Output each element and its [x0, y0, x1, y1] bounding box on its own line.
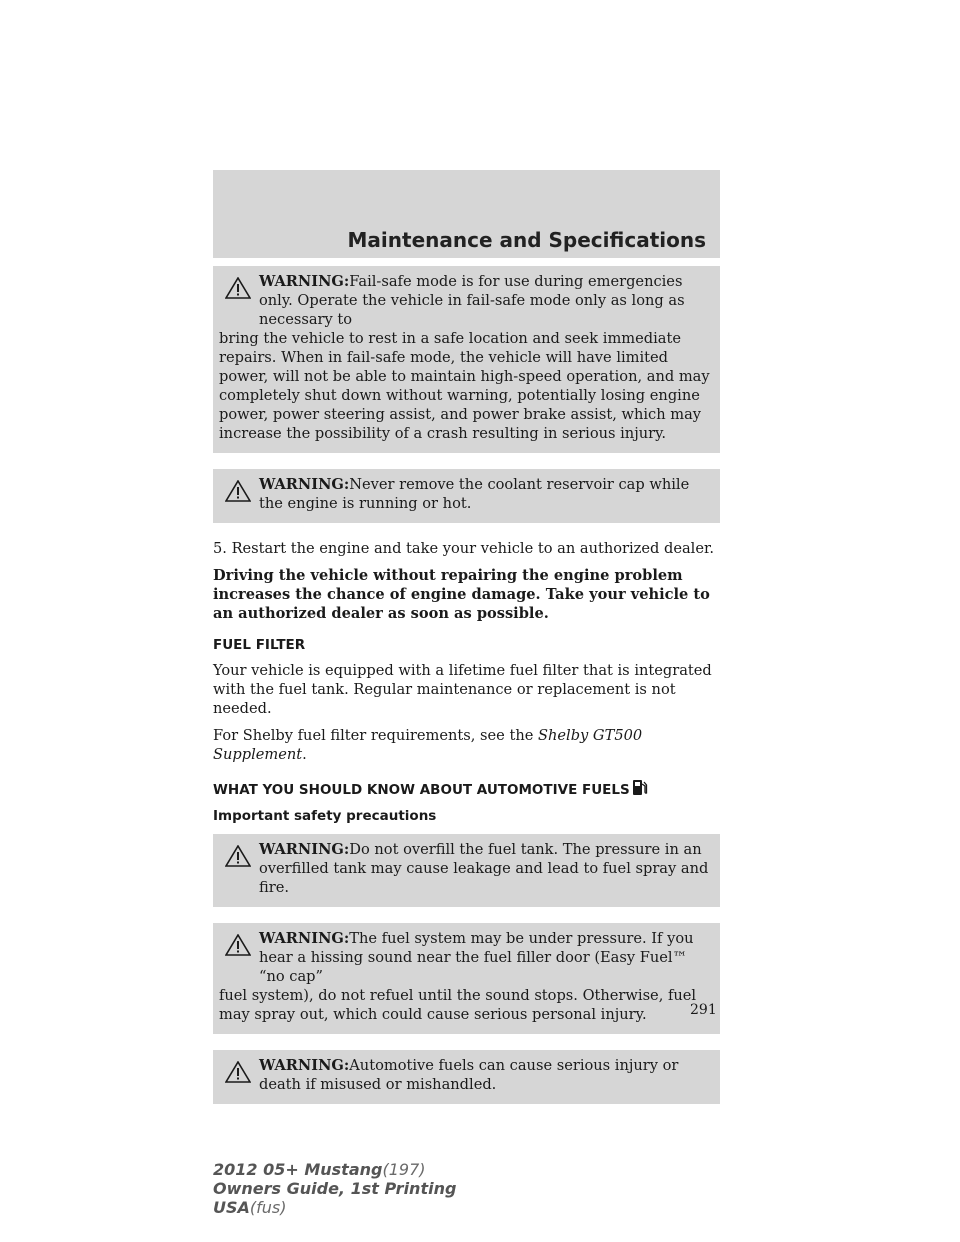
warning-box-misuse	[213, 1050, 720, 1104]
warning-label: WARNING:	[259, 841, 350, 858]
warning-text: Never remove the coolant reservoir cap while the engine is running or hot.	[259, 476, 690, 512]
warning-text-cont: bring the vehicle to rest in a safe location and seek immediate repairs. When in fail-safe mode, the vehicle will have limited power, will not be able to maintain high-speed operation, and may completely shut down without warning, potentially losing engine power, power steering assist, and power brake assist, which may increase the possibility of a crash resulting in serious injury.	[219, 330, 710, 442]
warning-box-coolant	[213, 469, 720, 523]
warning-label: WARNING:	[259, 273, 350, 290]
warning-box-pressure	[213, 923, 720, 1034]
warning-label: WARNING:	[259, 476, 350, 493]
warning-box-failsafe	[213, 266, 720, 453]
warning-text: Fail-safe mode is for use during emergencies only. Operate the vehicle in fail-safe mode only as long as necessary to	[259, 273, 685, 328]
warning-triangle-icon	[225, 934, 251, 956]
warning-triangle-icon	[225, 277, 251, 299]
shelby-reference-paragraph: For Shelby fuel filter requirements, see the Shelby GT500 Supplement.	[213, 727, 643, 763]
fuel-filter-heading: FUEL FILTER	[213, 637, 306, 653]
warning-text: Automotive fuels can cause serious injury or death if misused or mishandled.	[259, 1057, 679, 1093]
fuel-pump-icon	[632, 778, 648, 796]
warning-triangle-icon	[225, 1061, 251, 1083]
shelby-supplement-reference: Shelby GT500 Supplement	[213, 727, 643, 763]
page-content	[213, 266, 720, 1120]
warning-text: Do not overfill the fuel tank. The pressure in an overfilled tank may cause leakage and lead to fuel spray and fire.	[259, 841, 709, 896]
safety-precautions-subheading: Important safety precautions	[213, 808, 437, 824]
warning-label: WARNING:	[259, 1057, 350, 1074]
print-footer: 2012 05+ Mustang(197) Owners Guide, 1st Printing USA(fus)	[213, 1160, 457, 1217]
warning-box-overfill	[213, 834, 720, 907]
automotive-fuels-heading: WHAT YOU SHOULD KNOW ABOUT AUTOMOTIVE FUELS	[213, 778, 720, 798]
page-number: 291	[690, 1002, 717, 1018]
chapter-header	[213, 170, 720, 258]
fuel-filter-paragraph: Your vehicle is equipped with a lifetime fuel filter that is integrated with the fuel tank. Regular maintenance or replacement is not needed.	[213, 662, 712, 717]
warning-text-cont: fuel system), do not refuel until the sound stops. Otherwise, fuel may spray out, which could cause serious personal injury.	[219, 987, 697, 1023]
chapter-title: Maintenance and Specifications	[347, 228, 706, 252]
warning-text: The fuel system may be under pressure. If you hear a hissing sound near the fuel filler door (Easy Fuel™ “no cap”	[259, 930, 694, 985]
bold-notice: Driving the vehicle without repairing the engine problem increases the chance of engine damage. Take your vehicle to an authorized dealer as soon as possible.	[213, 567, 710, 622]
step-5: 5. Restart the engine and take your vehicle to an authorized dealer.	[213, 540, 714, 557]
warning-triangle-icon	[225, 480, 251, 502]
warning-triangle-icon	[225, 845, 251, 867]
warning-label: WARNING:	[259, 930, 350, 947]
